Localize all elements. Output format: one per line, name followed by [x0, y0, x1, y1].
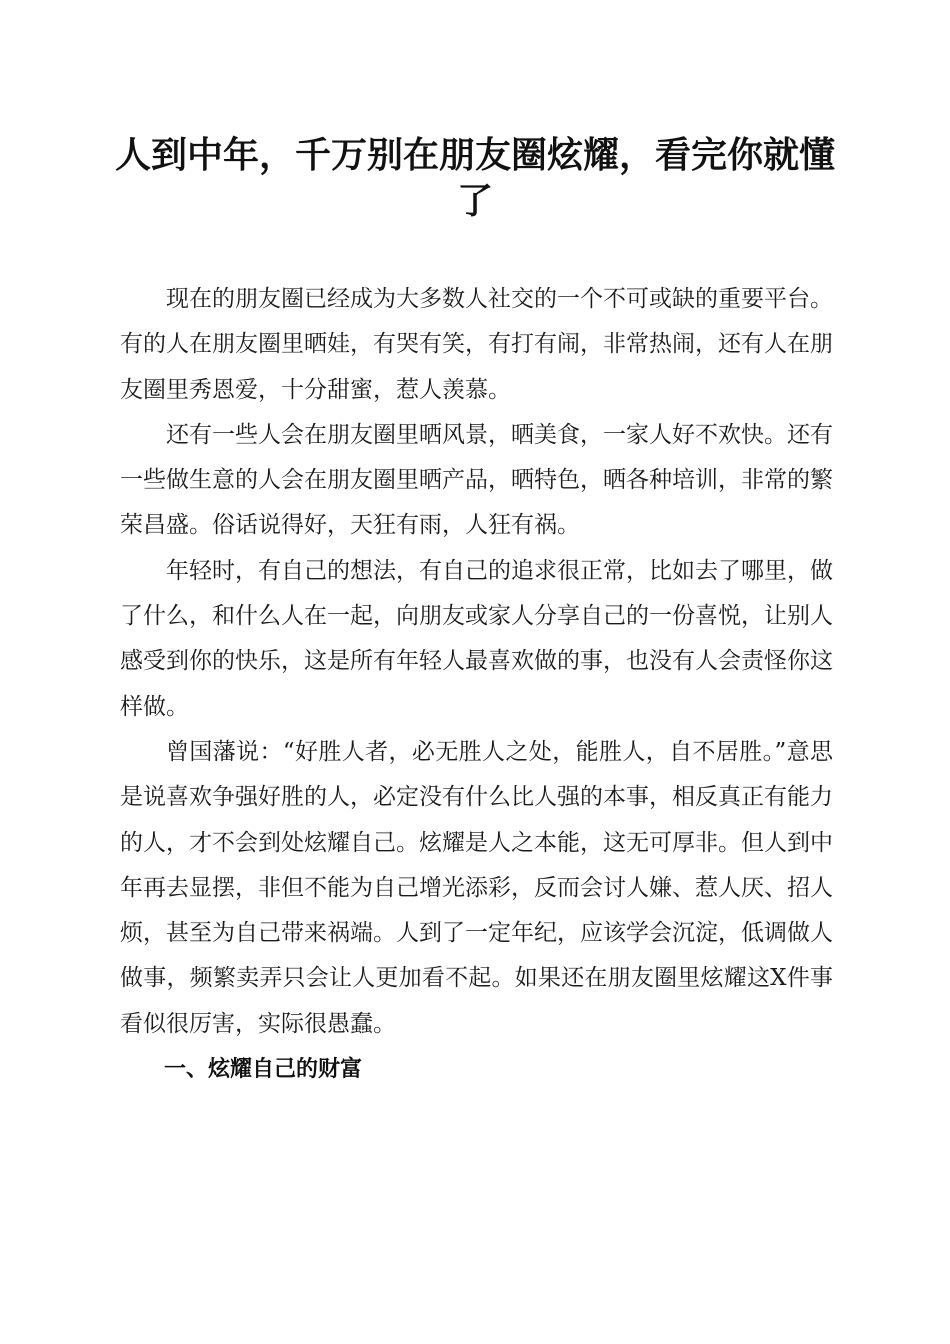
- paragraph-3: 年轻时，有自己的想法，有自己的追求很正常，比如去了哪里，做了什么，和什么人在一起，向朋友或家人分享自己的一份喜悦，让别人感受到你的快乐，这是所有年轻人最喜欢做的事，也没有人会责怪你这样做。: [120, 557, 833, 720]
- paragraph-4: 曾国藩说：“好胜人者，必无胜人之处，能胜人，自不居胜。”意思是说喜欢争强好胜的人，必定没有什么比人强的本事，相反真正有能力的人，才不会到处炫耀自己。炫耀是人之本能，这无可厚非。但人到中年再去显摆，非但不能为自己增光添彩，反而会讨人嫌、惹人厌、招人烦，甚至为自己带来祸端。人到了一定年纪，应该学会沉淀，低调做人做事，频繁卖弄只会让人更加看不起。如果还在朋友圈里炫耀这X件事看似很厉害，实际很愚蠢。: [120, 738, 833, 1037]
- section-heading: 一、炫耀自己的财富: [164, 1057, 363, 1083]
- document-title: 人到中年，千万别在朋友圈炫耀，看完你就懂了: [114, 134, 835, 222]
- paragraph-1: 现在的朋友圈已经成为大多数人社交的一个不可或缺的重要平台。有的人在朋友圈里晒娃，有哭有笑，有打有闹，非常热闹，还有人在朋友圈里秀恩爱，十分甜蜜，惹人羡慕。: [120, 286, 833, 403]
- document-body: [120, 277, 833, 1092]
- paragraph-2: 还有一些人会在朋友圈里晒风景，晒美食，一家人好不欢快。还有一些做生意的人会在朋友圈里晒产品，晒特色，晒各种培训，非常的繁荣昌盛。俗话说得好，天狂有雨，人狂有祸。: [120, 421, 833, 539]
